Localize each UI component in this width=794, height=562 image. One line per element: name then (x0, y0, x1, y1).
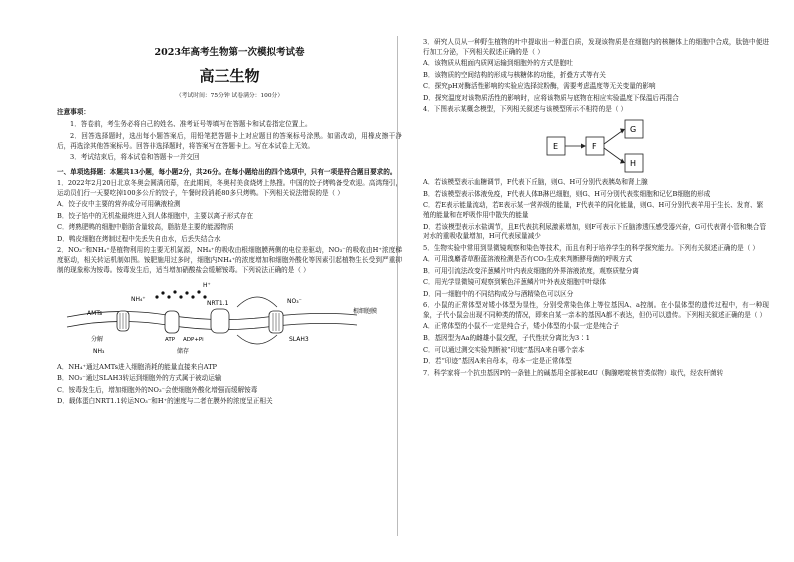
slah3-label: SLAH3 (289, 336, 309, 344)
note-item: 1．答卷前，考生务必将自己的姓名、准考证号等填写在答题卡和试卷指定位置上。 (70, 120, 312, 129)
node-e-label: E (553, 141, 559, 151)
right-column (423, 38, 769, 380)
arrow-f-h (604, 148, 622, 161)
arrow-f-g (604, 131, 622, 144)
node-g-label: G (630, 124, 637, 134)
node-f-label: F (592, 141, 597, 151)
node-h-label: H (630, 158, 637, 168)
question-2-option-a: A．NH₄⁺通过AMTs进入细胞消耗的能量直接来自ATP (57, 362, 217, 371)
exam-info: （考试时间：75分钟 试卷满分：100分） (175, 92, 284, 99)
question-1-option-b: B．饺子馅中的无机盐最终进入到人体细胞中，主要以离子形式存在 (57, 211, 254, 220)
question-2-stem: 2．NO₃⁻和NH₄⁺是植物利用的主要无机氮源，NH₄⁺的吸收由根细胞膜两侧的电位差驱动，NO₃⁻的吸收由H⁺浓度梯度驱动，相关转运机制如图。铵肥施用过多时，细胞内NH₄⁺的浓度增加和细胞外酸化等因素引起植物生长受到严重抑制的现象称为铵毒。铵毒发生后，适当增加硝酸盐会缓解铵毒。下列说法正确的是（ ） (57, 246, 402, 274)
question-4-option-b: B．若该模型表示体液免疫，F代表人体B淋巴细胞，则G、H可分别代表浆细胞和记忆B细胞的形成 (423, 189, 711, 198)
note-item: 3．考试结束后，将本试卷和答题卡一并交回 (70, 153, 200, 162)
question-3-stem: 3．研究人员从一种野生植物的叶中提取出一种蛋白质，发现该物质是在细胞内的核糖体上的细胞中合成，肽链中便进行加工分泌，下列相关叙述正确的是（ ） (423, 38, 769, 56)
transport-diagram (57, 277, 402, 359)
question-7-stem: 7．科学家将一个抗虫基因P的一条链上的碱基用全部被EdU（胸腺嘧啶核苷类似物）取代，经农杆菌转 (423, 368, 724, 377)
concept-model-diagram (423, 117, 769, 175)
nrt-label: NRT1.1 (207, 300, 229, 308)
question-6-option-b: B．基因型为Aa的雌雄小鼠交配，子代性状分离比为3∶1 (423, 334, 590, 343)
exam-title: 2023年高考生物第一次模拟考试卷 (154, 47, 305, 58)
atp-label: ATP (165, 337, 176, 344)
question-6-option-c: C．可以通过测交实验判断被“印迹”基因A来自哪个亲本 (423, 345, 585, 354)
exam-subject: 高三生物 (199, 66, 260, 85)
question-4-stem: 4．下图表示某概念模型，下列相关叙述与该模型所示不相符的是（ ） (423, 105, 628, 114)
question-6-option-d: D．若“印迹”基因A来自母本，母本一定是正常体型 (423, 357, 572, 366)
no3-loop-arrow-lower (237, 335, 277, 344)
question-2-option-d: D．载体蛋白NRT1.1转运NO₃⁻和H⁺的速度与二者在膜外的浓度呈正相关 (57, 397, 273, 406)
question-3-option-a: A．该物质从粗面内质网运输到细胞外的方式是胞吐 (423, 59, 573, 68)
question-4-option-c: C．若E表示能量流动，若E表示某一营养级的能量，F代表羊的同化能量，则G、H可分别代表羊用于生长、发育、繁殖的能量和在呼吸作用中散失的能量 (423, 201, 764, 220)
question-2-option-b: B．NO₃⁻通过SLAH3转运到细胞外的方式属于被动运输 (57, 374, 222, 383)
question-6-stem: 6．小鼠的正常体型对矮小体型为显性，分别受常染色体上等位基因A、a控制。在小鼠体型的遗传过程中，有一种现象，子代小鼠会出现不同种类的情况，即来自某一亲本的基因A都不表达，但仍可以遗传。下列相关叙述正确的是（ ） (423, 301, 769, 319)
decomp-label: 分解 (91, 336, 104, 344)
question-5-option-c: C．用光学显微镜可观察到紫色洋葱鳞片叶外表皮细胞中叶绿体 (423, 278, 607, 287)
amt-label: AMTs (87, 310, 103, 318)
question-5-option-d: D．同一细胞中的不同结构成分与酒精染色可以区分 (423, 289, 574, 298)
hplus-dots (155, 291, 206, 299)
question-1-stem: 1．2022年2月20日北京冬奥会圆满闭幕，在此期间，冬奥村美食烧烤上热搜。中国的饺子烤鸭备受欢迎。高鸿翔引，运动员们行一天要吃掉100多公斤的饺子，午餐时段消耗80多只烤鸭。下列相关说法错误的是（ ） (57, 179, 402, 197)
question-4-option-d: D．若该模型表示水盐调节，且E代表抗利尿激素增加，则F可表示下丘脑渗透压感受器兴奋，G可代表肾小管和集合管对水的重吸收量增加，H可代表尿量减少 (423, 222, 767, 241)
adp-label: ADP+Pi (183, 337, 204, 344)
hplus-label: H⁺ (203, 282, 211, 290)
question-2-option-c: C．铵毒发生后，增加细胞外的NO₃⁻会使细胞外酸化增强而缓解铵毒 (57, 385, 258, 394)
arrowhead-f-h (620, 158, 625, 163)
notes-heading: 注意事项： (57, 107, 90, 116)
nh4-label: NH₄⁺ (131, 296, 146, 304)
nh3-label: NH₃ (93, 348, 105, 356)
membrane-label: 根细胞膜 (353, 308, 378, 316)
question-5-option-a: A．可用溴麝香草酚蓝溶液检测是否有CO₂生成来判断酵母菌的呼吸方式 (423, 255, 633, 264)
question-5-stem: 5．生物实验中常用到显微镜观察和染色等技术，而且有利于培养学生的科学探究能力。下列有关叙述正确的是（ ） (423, 243, 759, 252)
arrowhead-f-g (620, 128, 625, 133)
nrt-transporter (211, 309, 229, 333)
question-3-option-b: B．该物质的空间结构的形成与核糖体的功能，折叠方式等有关 (423, 70, 606, 79)
note-item: 2．回答选择题时，选出每小题答案后，用铅笔把答题卡上对应题目的答案标号涂黑。如需改动，用橡皮擦干净后，再选涂其他答案标号。回答非选择题时，将答案写在答题卡上。写在本试卷上无效。 (57, 132, 402, 150)
question-4-option-a: A．若该模型表示血糖调节，F代表下丘脑，则G、H可分别代表胰岛和肾上腺 (423, 178, 648, 187)
question-6-option-a: A．正常体型的小鼠不一定是纯合子，矮小体型的小鼠一定是纯合子 (423, 322, 619, 331)
question-3-option-d: D．探究温度对该物质活性的影响时，应将该物质与底物在相应实验温度下保温后再混合 (423, 93, 679, 102)
no3-loop-arrow (237, 297, 277, 307)
left-column (57, 38, 402, 409)
question-1-option-c: C．烤熟肥鸭的细胞中脂肪含量较高，脂肪是主要的能源物质 (57, 223, 234, 232)
proton-pump (165, 311, 179, 333)
question-3-option-c: C．探究pH对酶活性影响的实验应选择淀粉酶，需要考虑温度等无关变量的影响 (423, 82, 656, 91)
question-1-option-a: A．饺子皮中主要的营养成分可用碘液检测 (57, 200, 181, 209)
question-5-option-b: B．可用引流法改变洋葱鳞片叶内表皮细胞的外界溶液浓度，观察质壁分离 (423, 266, 639, 275)
question-1-option-d: D．鸭皮细胞在烤制过程中先丢失自由水，后丢失结合水 (57, 234, 221, 243)
arrowhead-e-f (581, 143, 586, 148)
store-label: 储存 (177, 348, 190, 356)
no3-label: NO₃⁻ (287, 298, 302, 306)
section-heading: 一、单项选择题：本题共13小题，每小题2分，共26分。在每小题给出的四个选项中，只有一项是符合题目要求的。 (57, 167, 397, 176)
